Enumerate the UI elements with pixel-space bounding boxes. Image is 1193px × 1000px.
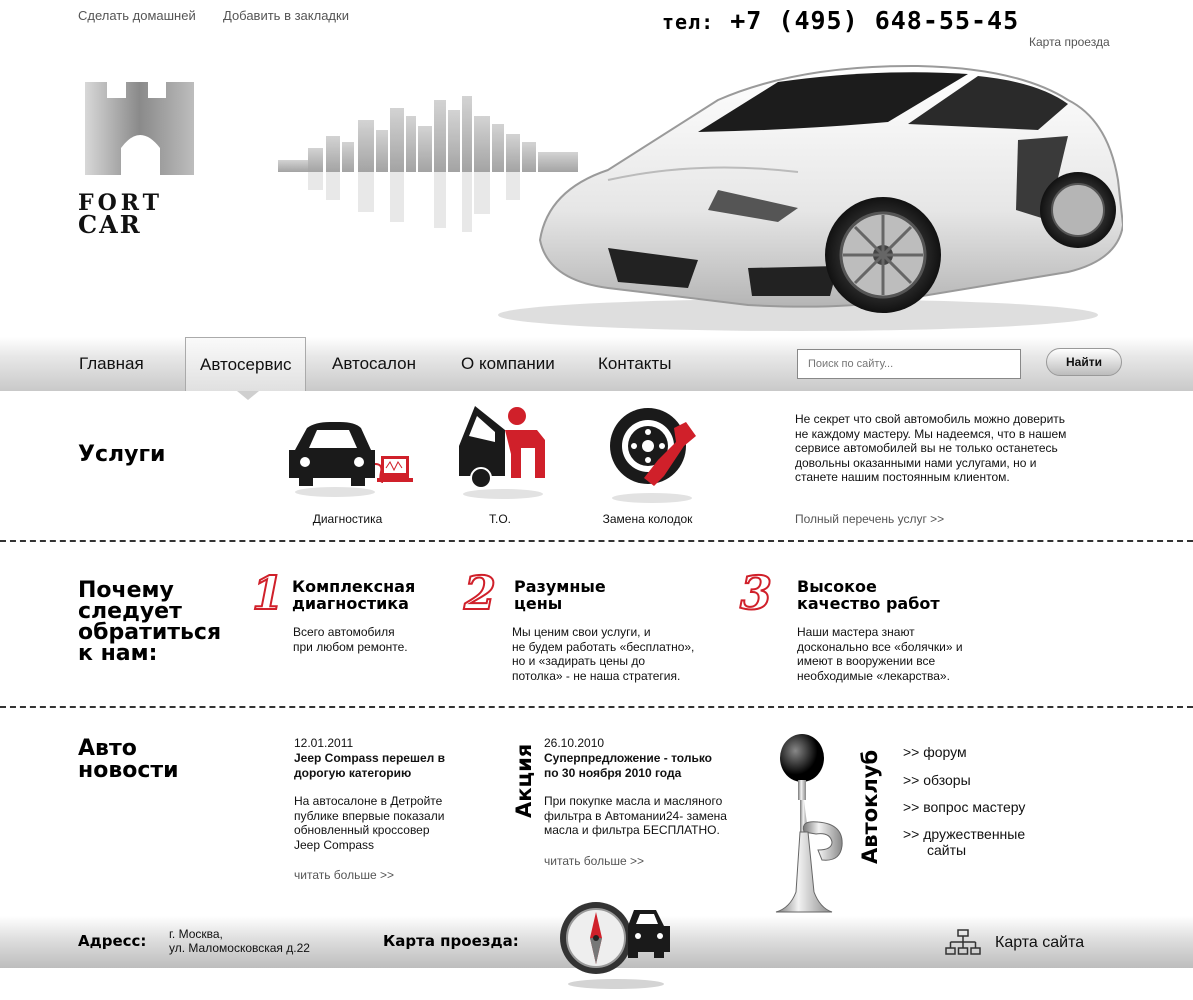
to-label[interactable]: Т.О. <box>488 512 511 526</box>
services-full-list-link[interactable]: Полный перечень услуг >> <box>795 512 945 526</box>
services-description: Не секрет что свой автомобиль можно доверить не каждому мастеру. Мы надеемся, что в нашем сервисе автомобилей вы не только останетесь довольны оказанными нами услугами, но и станете нашим постоянным клиентом. <box>795 412 1067 484</box>
compass-car-icon <box>556 896 674 992</box>
autoclub-label: Автоклуб <box>858 749 882 864</box>
feature-title-line: Комплексная <box>292 577 416 596</box>
feature-title <box>292 578 415 612</box>
news-read-more-link[interactable]: читать больше >> <box>544 853 644 868</box>
add-bookmark-link[interactable]: Добавить в закладки <box>223 8 349 23</box>
news-title-line: Суперпредложение - только <box>544 751 713 765</box>
divider-2 <box>0 706 1193 708</box>
news-heading-line: новости <box>78 758 179 783</box>
news-text-line: масла и фильтра БЕСПЛАТНО. <box>544 823 720 837</box>
make-home-link[interactable]: Сделать домашней <box>78 8 196 23</box>
divider-1 <box>0 540 1193 542</box>
feature-title-line: Высокое <box>797 577 877 596</box>
car-maintenance-icon <box>455 402 555 502</box>
feature-title <box>797 578 940 612</box>
horn-illustration <box>770 732 860 918</box>
club-ask-master-link[interactable]: >> вопрос мастеру <box>903 799 1026 815</box>
news-text-line: публике впервые показали <box>294 808 445 823</box>
news-title-line: Jeep Compass перешел в <box>294 751 445 765</box>
feature-title-line: Разумные <box>514 577 606 596</box>
feature-title <box>514 578 606 612</box>
news-title[interactable] <box>544 751 754 780</box>
feature-title-line: цены <box>514 594 563 613</box>
news-item <box>544 736 754 868</box>
nav-autoservice[interactable]: Автосервис <box>185 337 306 391</box>
brakes-label[interactable]: Замена колодок <box>602 512 693 526</box>
news-heading-line: Авто <box>78 736 137 761</box>
feature-number: 1 <box>252 566 285 620</box>
hero-banner <box>278 60 1123 337</box>
logo-text-fort: FORT <box>78 190 164 216</box>
feature-title-line: диагностика <box>292 594 409 613</box>
news-title[interactable] <box>294 751 484 780</box>
horn-icon <box>770 732 860 918</box>
news-text-line: обновленный кроссовер <box>294 823 430 837</box>
sitemap-link[interactable]: Карта сайта <box>995 934 1085 951</box>
search-button[interactable]: Найти <box>1046 348 1122 376</box>
news-text <box>544 794 754 838</box>
services-heading: Услуги <box>78 442 166 467</box>
club-reviews-link[interactable]: >> обзоры <box>903 772 971 788</box>
brakes-service[interactable] <box>604 406 704 506</box>
hero-car-illustration <box>278 60 1123 337</box>
nav-home[interactable]: Главная <box>79 354 144 373</box>
feature-text-line: потолка» - не наша стратегия. <box>512 668 681 683</box>
logo[interactable] <box>78 80 208 240</box>
feature-text-line: Мы ценим свои услуги, и <box>512 625 651 639</box>
news-text-line: При покупке масла и масляного <box>544 794 723 808</box>
news-title-line: по 30 ноября 2010 года <box>544 765 682 780</box>
feature-text-line: досконально все «болячки» и <box>797 639 963 654</box>
feature-text-line: не будем работать «бесплатно», <box>512 639 695 654</box>
news-date: 12.01.2011 <box>294 736 354 750</box>
feature-text-line: Наши мастера знают <box>797 625 915 639</box>
nav-autosalon[interactable]: Автосалон <box>332 354 416 373</box>
news-text <box>294 794 484 852</box>
news-text-line: На автосалоне в Детройте <box>294 794 443 808</box>
feature-text <box>512 625 694 683</box>
address-line: г. Москва, <box>169 927 223 941</box>
why-heading-line: к нам: <box>78 641 158 666</box>
nav-contacts[interactable]: Контакты <box>598 354 672 373</box>
feature-text-line: имеют в вооружении все <box>797 654 936 668</box>
footer-map-label: Карта проезда: <box>383 932 519 950</box>
address-text <box>169 927 310 955</box>
car-diagnostics-icon <box>285 420 415 505</box>
to-service[interactable] <box>455 402 555 502</box>
feature-text-line: при любом ремонте. <box>293 639 408 654</box>
news-text-line: Jeep Compass <box>294 837 375 852</box>
brake-disc-icon <box>604 406 704 506</box>
club-friendly-sites-line: >> дружественные <box>903 826 1026 842</box>
address-line: ул. Маломосковская д.22 <box>169 941 310 955</box>
why-heading-line: обратиться <box>78 620 222 645</box>
why-heading <box>78 580 221 664</box>
diagnostics-service[interactable] <box>285 420 415 505</box>
sitemap-icon[interactable] <box>944 928 982 958</box>
news-heading <box>78 738 179 782</box>
phone-value: +7 (495) 648-55-45 <box>730 6 1020 35</box>
feature-text-line: Всего автомобиля <box>293 625 395 639</box>
promo-label: Акция <box>512 743 536 818</box>
feature-text <box>797 625 963 683</box>
route-map-link[interactable] <box>556 896 674 992</box>
autoclub-menu <box>903 744 1025 858</box>
sitemap-tree-icon <box>944 928 982 958</box>
feature-number: 2 <box>464 566 497 620</box>
feature-number: 3 <box>740 566 773 620</box>
phone-number <box>662 6 1019 35</box>
map-link[interactable]: Карта проезда <box>1029 35 1110 49</box>
news-date: 26.10.2010 <box>544 736 605 750</box>
news-item <box>294 736 484 882</box>
feature-text-line: но и «задирать цены до <box>512 654 646 668</box>
why-heading-line: следует <box>78 599 182 624</box>
address-label: Адресс: <box>78 932 147 950</box>
why-heading-line: Почему <box>78 578 174 603</box>
feature-title-line: качество работ <box>797 594 940 613</box>
nav-active-arrow <box>237 391 259 400</box>
diagnostics-label[interactable]: Диагностика <box>312 512 383 526</box>
phone-prefix: тел: <box>662 10 715 34</box>
club-friendly-sites-link[interactable] <box>903 826 1025 858</box>
club-friendly-sites-line: сайты <box>927 842 967 858</box>
search-input[interactable] <box>797 349 1021 379</box>
nav-about[interactable]: О компании <box>461 354 555 373</box>
logo-text-car: CAR <box>78 210 142 239</box>
feature-text-line: необходимые «лекарства». <box>797 668 950 683</box>
feature-text <box>293 625 408 654</box>
castle-icon <box>78 80 208 180</box>
news-read-more-link[interactable]: читать больше >> <box>294 868 394 882</box>
news-text-line: фильтра в Автомании24- замена <box>544 808 727 823</box>
club-forum-link[interactable]: >> форум <box>903 744 967 760</box>
news-title-line: дорогую категорию <box>294 765 412 780</box>
